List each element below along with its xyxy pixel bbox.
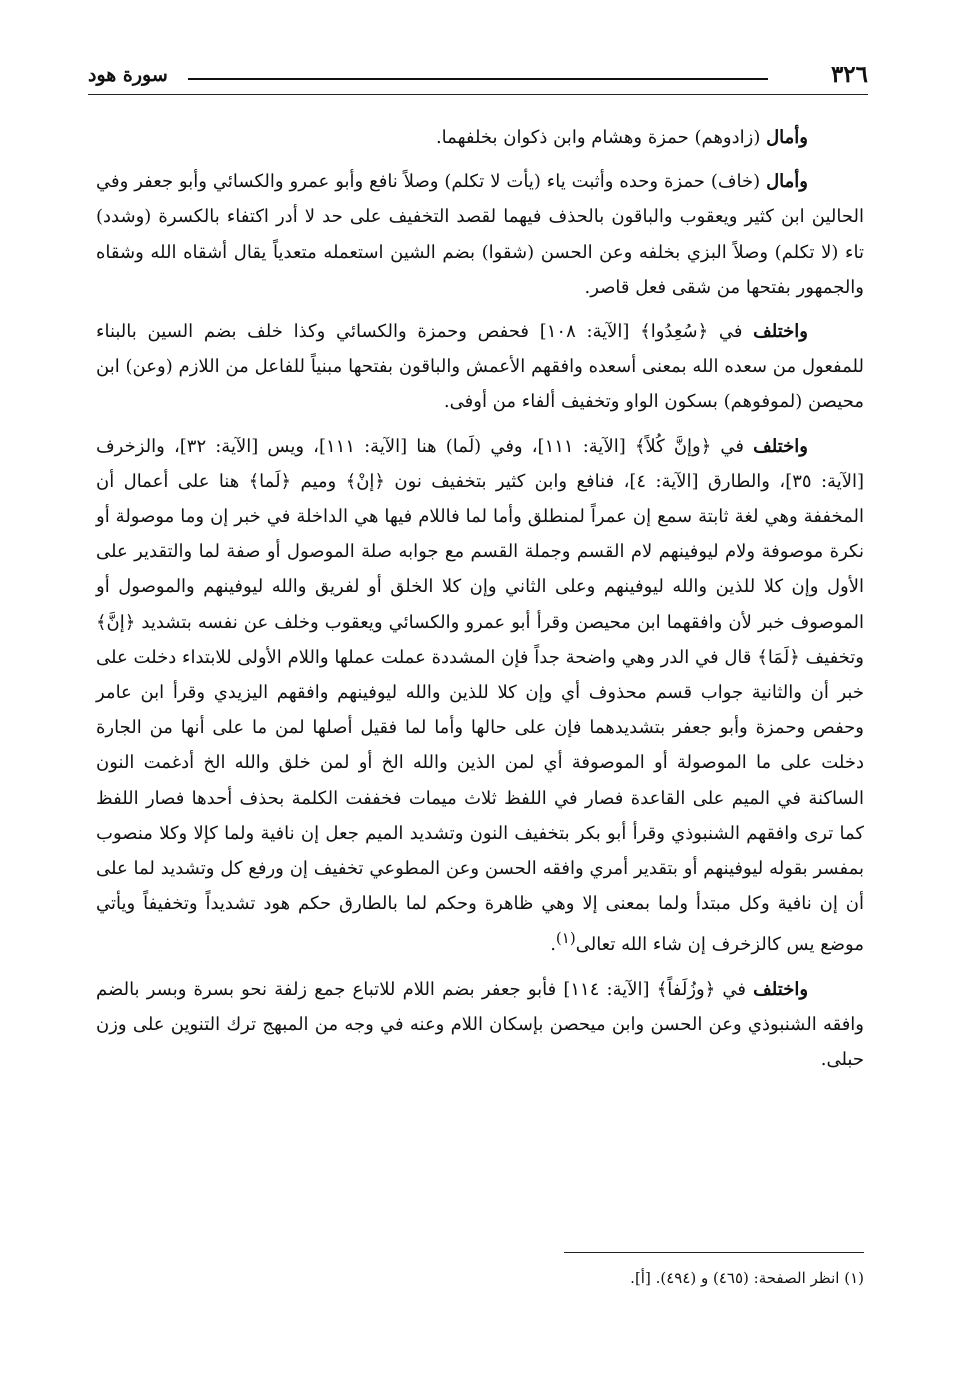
paragraph-lead-word: واختلف <box>753 321 808 343</box>
paragraph-text: (زادوهم) حمزة وهشام وابن ذكوان بخلفهما. <box>435 127 767 148</box>
page-header <box>88 60 868 96</box>
paragraph <box>96 972 864 1078</box>
paragraph <box>96 164 864 305</box>
surah-title: سورة هود <box>88 64 168 86</box>
paragraph-text: في ﴿وإنَّ كُلاً﴾ [الآية: ١١١]، وفي (لَما) هنا [الآية: ١١١]، ويس [الآية: ٣٢]، والزخرف [الآية: ٣٥]، والطارق [الآية: ٤]، فنافع وابن كثير بتخفيف نون ﴿إنْ﴾ وميم ﴿لَما﴾ هنا على أعمال أن المخففة وهي لغة ثابتة سمع إن عمراً لمنطلق وأما لما فاللام فيها هي الداخلة في خبر إن وما موصولة أو نكرة موصوفة ولام ليوفينهم لام القسم وجملة القسم مع جوابه صلة الموصول أو صفة لما والتقدير على الأول وإن كلا للذين والله ليوفينهم وعلى الثاني وإن كلا الخلق أو لفريق والله ليوفينهم والموصول أو الموصوف خبر لأن وافقهما ابن محيصن وقرأ أبو عمرو والكسائي ويعقوب وخلف عن نفسه بتشديد ﴿إنَّ﴾ وتخفيف ﴿لَمَا﴾ قال في الدر وهي واضحة جداً فإن المشددة عملت عملها واللام الأولى للابتداء دخلت على خبر أن والثانية جواب قسم محذوف أي وإن كلا للذين والله ليوفينهم وافقهم اليزيدي وقرأ ابن عامر وحفص وحمزة وأبو جعفر بتشديدهما فإن على حالها وأما لما فقيل أصلها لمن ما على أنها من الجارة دخلت على ما الموصولة أو الموصوفة أي لمن الذين والله الخ أو لمن خلق والله الخ أدغمت النون الساكنة في الميم على القاعدة فصار في اللفظ ثلاث ميمات فخففت الكلمة بحذف أحدها فصار اللفظ كما ترى وافقهم الشنبوذي وقرأ أبو بكر بتخفيف النون وتشديد الميم جعل إن نافية ولما كإلا وكلا منصوب بمفسر بقوله ليوفينهم أو بتقدير أمري وافقه الحسن وعن المطوعي تخفيف إن ورفع كل وتشديد لما على أن إن نافية وكل مبتدأ ولما بمعنى إلا وهي ظاهرة وحكم لما بالطارق حكم هود تشديداً وتخفيفاً ويأتي موضع يس كالزخرف إن شاء الله تعالى <box>96 435 864 956</box>
paragraph-lead-word: وأمال <box>766 171 808 193</box>
paragraph-lead-word: واختلف <box>753 435 808 457</box>
footnote-reference[interactable]: (١) <box>555 929 576 948</box>
main-text <box>96 120 864 1086</box>
paragraph <box>96 314 864 420</box>
paragraph-lead-word: وأمال <box>766 127 808 148</box>
page-number: ٣٢٦ <box>830 61 868 88</box>
header-rule <box>188 78 768 80</box>
footnote-separator <box>564 1252 864 1253</box>
paragraph-text: في ﴿سُعِدُوا﴾ [الآية: ١٠٨] فحفص وحمزة والكسائي وكذا خلف بضم السين بالبناء للمفعول من سعده الله بمعنى أسعده وافقهم الأعمش والباقون بفتحها مبنياً للفاعل من اللازم (وعن) ابن محيصن (لموفوهم) بسكون الواو وتخفيف ألفاء من أوفى. <box>96 321 864 413</box>
paragraph: واختلف في ﴿وإنَّ كُلاً﴾ [الآية: ١١١]، وفي (لَما) هنا [الآية: ١١١]، ويس [الآية: ٣٢]، والزخرف [الآية: ٣٥]، والطارق [الآية: ٤]، فنافع وابن كثير بتخفيف نون ﴿إنْ﴾ وميم ﴿لَما﴾ هنا على أعمال أن المخففة وهي لغة ثابتة سمع إن عمراً لمنطلق وأما لما فاللام فيها هي الداخلة في خبر إن وما موصولة أو نكرة موصوفة ولام ليوفينهم لام القسم وجملة القسم مع جوابه صلة الموصول أو صفة لما والتقدير على الأول وإن كلا للذين والله ليوفينهم وعلى الثاني وإن كلا الخلق أو لفريق والله ليوفينهم والموصول أو الموصوف خبر لأن وافقهما ابن محيصن وقرأ أبو عمرو والكسائي ويعقوب وخلف عن نفسه بتشديد ﴿إنَّ﴾ وتخفيف ﴿لَمَا﴾ قال في الدر وهي واضحة جداً فإن المشددة عملت عملها واللام الأولى للابتداء دخلت على خبر أن والثانية جواب قسم محذوف أي وإن كلا للذين والله ليوفينهم وافقهم اليزيدي وقرأ ابن عامر وحفص وحمزة وأبو جعفر بتشديدهما فإن على حالها وأما لما فقيل أصلها لمن ما على أنها من الجارة دخلت على ما الموصولة أو الموصوفة أي لمن الذين والله الخ أو لمن خلق والله الخ أدغمت النون الساكنة في الميم على القاعدة فصار في اللفظ ثلاث ميمات فخففت الكلمة بحذف أحدها فصار اللفظ كما ترى وافقهم الشنبوذي وقرأ أبو بكر بتخفيف النون وتشديد الميم جعل إن نافية ولما كإلا وكلا منصوب بمفسر بقوله ليوفينهم أو بتقدير أمري وافقه الحسن وعن المطوعي تخفيف إن ورفع كل وتشديد لما على أن إن نافية وكل مبتدأ ولما بمعنى إلا وهي ظاهرة وحكم لما بالطارق حكم هود تشديداً وتخفيفاً ويأتي موضع يس كالزخرف إن شاء الله تعالى$^{(١)}$. <box>96 435 864 956</box>
paragraph <box>96 120 864 155</box>
paragraph-text: (خاف) حمزة وحده وأثبت ياء (يأت لا تكلم) وصلاً نافع وأبو عمرو والكسائي وأبو جعفر وفي الحالين ابن كثير ويعقوب والباقون بالحذف فيهما لقصد التخفيف على حد لا أدر اكتفاء بالكسرة (وشدد) تاء (لا تكلم) وصلاً البزي بخلفه وعن الحسن (شقوا) بضم الشين استعمله متعدياً يقال أشقاه الله وشقاه والجمهور بفتحها من شقى فعل قاصر. <box>96 171 864 298</box>
footnote: (١) انظر الصفحة: (٤٦٥) و (٤٩٤). [أ]. <box>630 1269 864 1287</box>
header-underline <box>88 94 868 95</box>
paragraph-text: في ﴿وزُلَفاً﴾ [الآية: ١١٤] فأبو جعفر بضم اللام للاتباع جمع زلفة نحو بسرة وبسر بالضم وافقه الشنبوذي وعن الحسن وابن ميحصن بإسكان اللام وعنه في وجه من المبهج ترك التنوين على وزن حبلى. <box>96 978 864 1071</box>
paragraph-lead-word: واختلف <box>753 978 809 1000</box>
